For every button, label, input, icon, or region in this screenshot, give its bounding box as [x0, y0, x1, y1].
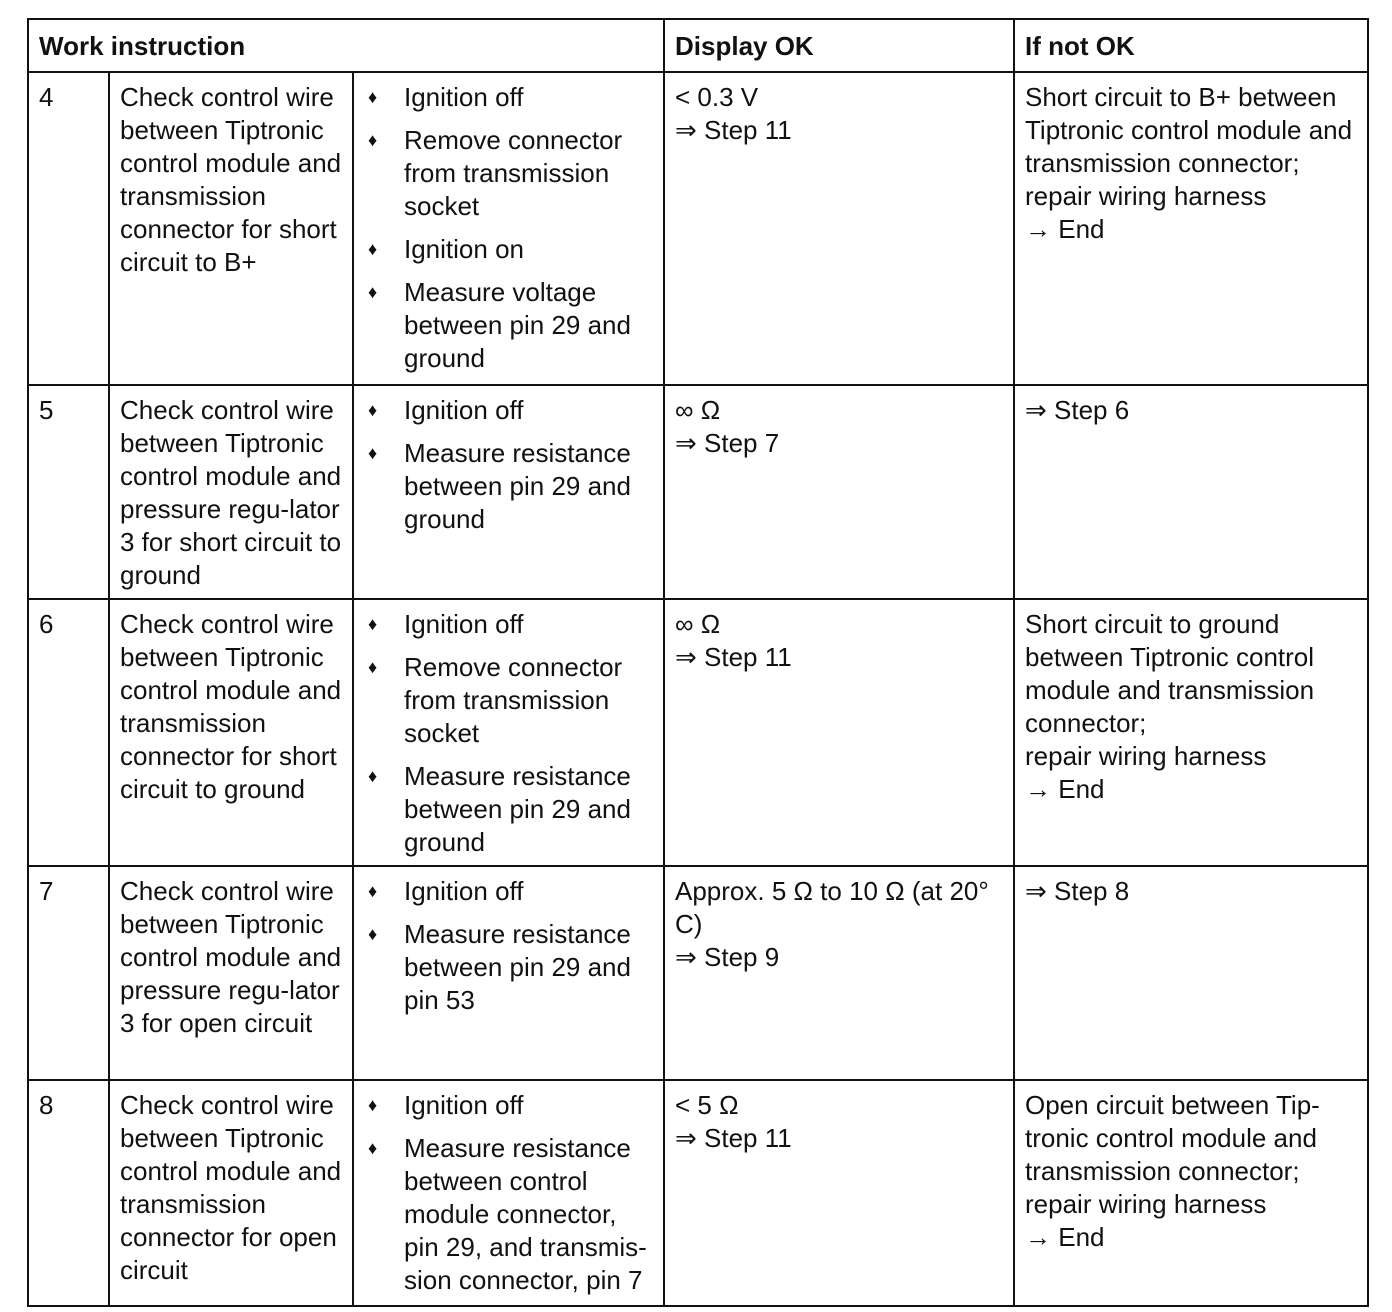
- list-item: ♦ Measure resistance between pin 29 and pin 53: [368, 919, 631, 1015]
- action-list: [364, 608, 653, 859]
- fault-description: Short circuit to ground between Tiptronic control module and transmission connector;: [1025, 609, 1315, 738]
- bullet-diamond-icon: ♦: [368, 657, 378, 677]
- list-item: ♦ Ignition on: [368, 234, 524, 264]
- display-ok-cell: [664, 599, 1014, 866]
- if-not-ok-cell: [1014, 599, 1368, 866]
- list-item: ♦ Measure resistance between pin 29 and ground: [368, 438, 631, 534]
- fault-remedy: repair wiring harness: [1025, 741, 1267, 771]
- list-item: ♦ Ignition off: [368, 1090, 524, 1120]
- check-description: Check control wire between Tiptronic control module and transmission connector for open circuit: [109, 1080, 353, 1306]
- list-item: ♦ Measure resistance between pin 29 and ground: [368, 761, 631, 857]
- display-ok-cell: [664, 385, 1014, 599]
- table-row: [28, 866, 1368, 1080]
- fault-remedy: repair wiring harness: [1025, 1189, 1267, 1219]
- action-list-cell: [353, 1080, 664, 1306]
- list-item: ♦ Ignition off: [368, 609, 524, 639]
- if-not-ok-cell: [1014, 385, 1368, 599]
- bullet-diamond-icon: ♦: [368, 614, 378, 634]
- list-item: ♦ Measure voltage between pin 29 and ground: [368, 277, 631, 373]
- action-list-cell: [353, 72, 664, 385]
- step-number: 6: [28, 599, 109, 866]
- display-ok-cell: [664, 72, 1014, 385]
- fault-next-step: → End: [1025, 214, 1105, 244]
- display-ok-value: < 5 Ω: [675, 1090, 739, 1120]
- display-ok-next-step: ⇒ Step 7: [675, 428, 780, 458]
- bullet-diamond-icon: ♦: [368, 239, 378, 259]
- table-row: [28, 72, 1368, 385]
- list-item: ♦ Remove connector from transmission socket: [368, 125, 623, 221]
- action-list: [364, 1089, 653, 1297]
- check-description: Check control wire between Tiptronic control module and transmission connector for short circuit to B+: [109, 72, 353, 385]
- step-number: 4: [28, 72, 109, 385]
- display-ok-next-step: ⇒ Step 11: [675, 642, 792, 672]
- list-item: ♦ Remove connector from transmission socket: [368, 652, 623, 748]
- fault-remedy: repair wiring harness: [1025, 181, 1267, 211]
- fault-next-step: ⇒ Step 8: [1025, 876, 1130, 906]
- check-description: Check control wire between Tiptronic control module and pressure regu-lator 3 for open circuit: [109, 866, 353, 1080]
- bullet-diamond-icon: ♦: [368, 400, 378, 420]
- action-list: [364, 875, 653, 1017]
- header-if-not-ok: If not OK: [1014, 19, 1368, 72]
- display-ok-next-step: ⇒ Step 11: [675, 115, 792, 145]
- step-number: 8: [28, 1080, 109, 1306]
- fault-next-step: ⇒ Step 6: [1025, 395, 1130, 425]
- display-ok-value: Approx. 5 Ω to 10 Ω (at 20° C): [675, 876, 989, 939]
- bullet-diamond-icon: ♦: [368, 443, 378, 463]
- display-ok-next-step: ⇒ Step 11: [675, 1123, 792, 1153]
- step-number: 5: [28, 385, 109, 599]
- bullet-diamond-icon: ♦: [368, 1095, 378, 1115]
- bullet-diamond-icon: ♦: [368, 881, 378, 901]
- action-list-cell: [353, 599, 664, 866]
- step-number: 7: [28, 866, 109, 1080]
- bullet-diamond-icon: ♦: [368, 924, 378, 944]
- bullet-diamond-icon: ♦: [368, 87, 378, 107]
- bullet-diamond-icon: ♦: [368, 282, 378, 302]
- bullet-diamond-icon: ♦: [368, 1138, 378, 1158]
- table-row: [28, 599, 1368, 866]
- table-row: [28, 1080, 1368, 1306]
- fault-description: Open circuit between Tip-tronic control module and transmission connector;: [1025, 1090, 1320, 1186]
- fault-next-step: → End: [1025, 774, 1105, 804]
- table-row: [28, 385, 1368, 599]
- if-not-ok-cell: [1014, 866, 1368, 1080]
- action-list: [364, 81, 653, 375]
- bullet-diamond-icon: ♦: [368, 766, 378, 786]
- header-display-ok: Display OK: [664, 19, 1014, 72]
- fault-next-step: → End: [1025, 1222, 1105, 1252]
- action-list: [364, 394, 653, 536]
- list-item: ♦ Ignition off: [368, 395, 524, 425]
- header-row: [28, 19, 1368, 72]
- display-ok-value: ∞ Ω: [675, 395, 721, 425]
- fault-description: Short circuit to B+ between Tiptronic control module and transmission connector;: [1025, 82, 1353, 178]
- display-ok-value: < 0.3 V: [675, 82, 759, 112]
- display-ok-cell: [664, 866, 1014, 1080]
- if-not-ok-cell: [1014, 72, 1368, 385]
- header-work-instruction: Work instruction: [28, 19, 664, 72]
- action-list-cell: [353, 866, 664, 1080]
- action-list-cell: [353, 385, 664, 599]
- if-not-ok-cell: [1014, 1080, 1368, 1306]
- list-item: ♦ Ignition off: [368, 876, 524, 906]
- check-description: Check control wire between Tiptronic control module and pressure regu-lator 3 for short circuit to ground: [109, 385, 353, 599]
- check-description: Check control wire between Tiptronic control module and transmission connector for short circuit to ground: [109, 599, 353, 866]
- display-ok-value: ∞ Ω: [675, 609, 721, 639]
- list-item: ♦ Ignition off: [368, 82, 524, 112]
- work-instruction-table: [27, 18, 1369, 1307]
- display-ok-cell: [664, 1080, 1014, 1306]
- list-item: ♦ Measure resistance between control module connector, pin 29, and transmis-sion connector, pin 7: [368, 1133, 647, 1295]
- bullet-diamond-icon: ♦: [368, 130, 378, 150]
- display-ok-next-step: ⇒ Step 9: [675, 942, 780, 972]
